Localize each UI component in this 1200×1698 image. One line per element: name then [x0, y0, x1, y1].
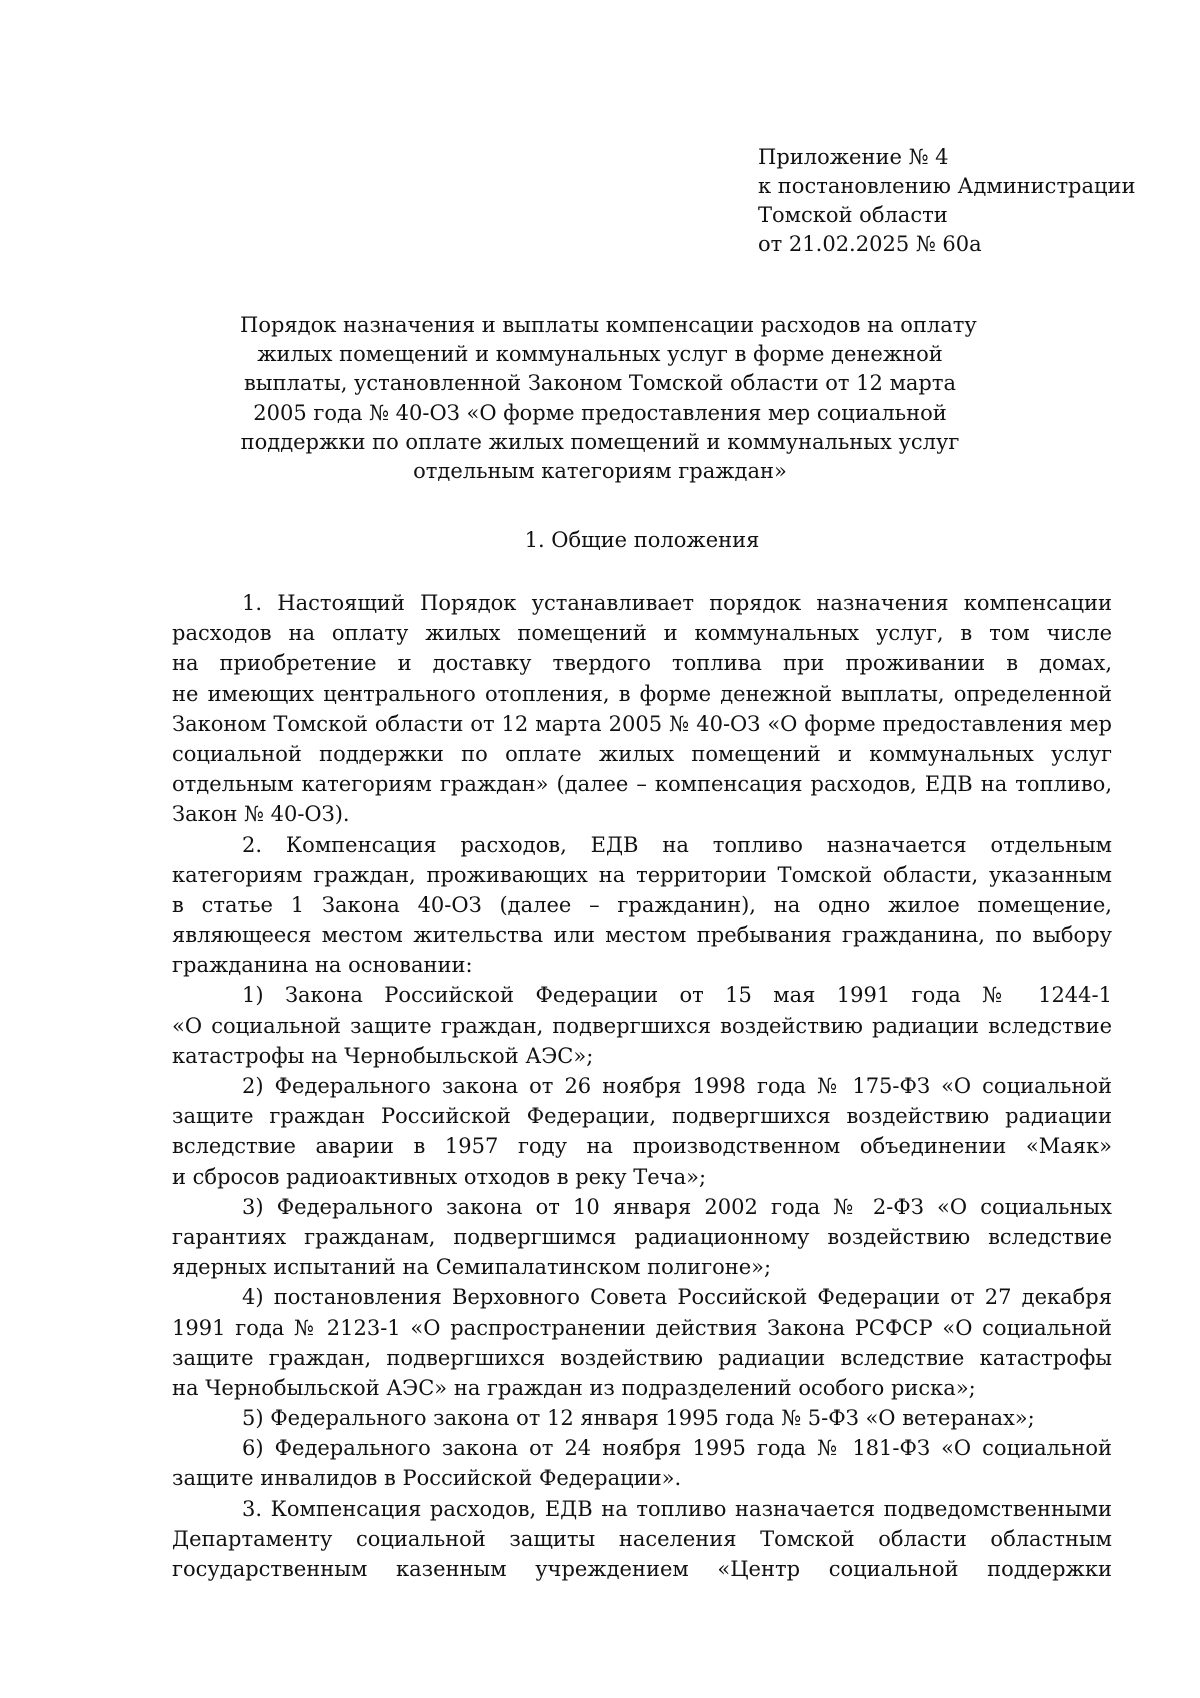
- appendix-line: Томской области: [758, 203, 948, 227]
- title-line: отдельным категориям граждан»: [413, 459, 787, 484]
- paragraph-1-line: расходов на оплату жилых помещений и коммунальных услуг, в том числе: [172, 621, 1112, 646]
- paragraph-2-line: 2. Компенсация расходов, ЕДВ на топливо назначается отдельным: [242, 832, 1112, 857]
- paragraph-3-line: государственным казенным учреждением «Центр социальной поддержки: [172, 1557, 1112, 1581]
- title-line: жилых помещений и коммунальных услуг в форме денежной: [257, 342, 943, 367]
- list-item-4-line: защите граждан, подвергшихся воздействию радиации вследствие катастрофы: [172, 1345, 1112, 1370]
- document-title: [240, 311, 977, 486]
- list-item-6-line: 6) Федерального закона от 24 ноября 1995 года № 181-ФЗ «О социальной: [242, 1436, 1112, 1461]
- paragraph-2-line: гражданина на основании:: [172, 953, 473, 978]
- section-heading: 1. Общие положения: [524, 528, 760, 552]
- paragraph-3-line: 3. Компенсация расходов, ЕДВ на топливо назначается подведомственными: [242, 1496, 1112, 1521]
- appendix-line: от 21.02.2025 № 60а: [758, 232, 982, 256]
- paragraph-2-line: являющееся местом жительства или местом пребывания гражданина, по выбору: [172, 923, 1112, 948]
- paragraph-1-line: отдельным категориям граждан» (далее – компенсация расходов, ЕДВ на топливо,: [172, 772, 1112, 797]
- list-item-1-line: катастрофы на Чернобыльской АЭС»;: [172, 1043, 594, 1068]
- appendix-line: Приложение № 4: [758, 145, 949, 169]
- list-item-2-line: 2) Федерального закона от 26 ноября 1998 года № 175-ФЗ «О социальной: [242, 1074, 1112, 1098]
- list-item-2-line: и сбросов радиоактивных отходов в реку Теча»;: [172, 1164, 707, 1189]
- paragraph-1-line: не имеющих центрального отопления, в форме денежной выплаты, определенной: [172, 681, 1112, 706]
- paragraph-1-line: Закон № 40-ОЗ).: [172, 802, 350, 827]
- list-item-4-line: 4) постановления Верховного Совета Российской Федерации от 27 декабря: [242, 1285, 1112, 1310]
- title-line: выплаты, установленной Законом Томской области от 12 марта: [243, 371, 957, 396]
- body-text: [172, 588, 1112, 1584]
- list-item-2-line: вследствие аварии в 1957 году на производственном объединении «Маяк»: [172, 1134, 1112, 1159]
- appendix-line: к постановлению Администрации: [758, 174, 1136, 198]
- list-item-4-line: на Чернобыльской АЭС» на граждан из подразделений особого риска»;: [172, 1375, 976, 1400]
- title-line: Порядок назначения и выплаты компенсации расходов на оплату: [240, 313, 977, 337]
- paragraph-2-line: в статье 1 Закона 40-ОЗ (далее – гражданин), на одно жилое помещение,: [172, 892, 1112, 917]
- paragraph-1-line: на приобретение и доставку твердого топлива при проживании в домах,: [172, 651, 1112, 676]
- paragraph-3-line: Департаменту социальной защиты населения Томской области областным: [172, 1526, 1112, 1551]
- list-item-2-line: защите граждан Российской Федерации, подвергшихся воздействию радиации: [172, 1104, 1112, 1129]
- list-item-1-line: «О социальной защите граждан, подвергшихся воздействию радиации вследствие: [172, 1013, 1112, 1038]
- list-item-1-line: 1) Закона Российской Федерации от 15 мая 1991 года № 1244-1: [242, 983, 1112, 1008]
- title-line: поддержки по оплате жилых помещений и коммунальных услуг: [240, 429, 960, 454]
- title-line: 2005 года № 40-ОЗ «О форме предоставления мер социальной: [253, 400, 947, 425]
- list-item-3-line: ядерных испытаний на Семипалатинском полигоне»;: [172, 1255, 772, 1280]
- list-item-4-line: 1991 года № 2123-1 «О распространении действия Закона РСФСР «О социальной: [172, 1315, 1112, 1340]
- list-item-5-line: 5) Федерального закона от 12 января 1995 года № 5-ФЗ «О ветеранах»;: [242, 1406, 1035, 1431]
- appendix-header: [758, 143, 1178, 259]
- list-item-3-line: 3) Федерального закона от 10 января 2002 года № 2-ФЗ «О социальных: [242, 1194, 1112, 1219]
- paragraph-2-line: категориям граждан, проживающих на территории Томской области, указанным: [172, 862, 1112, 887]
- paragraph-1-line: 1. Настоящий Порядок устанавливает порядок назначения компенсации: [242, 591, 1112, 615]
- paragraph-1-line: Законом Томской области от 12 марта 2005 № 40-ОЗ «О форме предоставления мер: [172, 711, 1112, 736]
- list-item-3-line: гарантиях гражданам, подвергшимся радиационному воздействию вследствие: [172, 1224, 1112, 1249]
- paragraph-1-line: социальной поддержки по оплате жилых помещений и коммунальных услуг: [172, 741, 1112, 766]
- list-item-6-line: защите инвалидов в Российской Федерации».: [172, 1466, 682, 1491]
